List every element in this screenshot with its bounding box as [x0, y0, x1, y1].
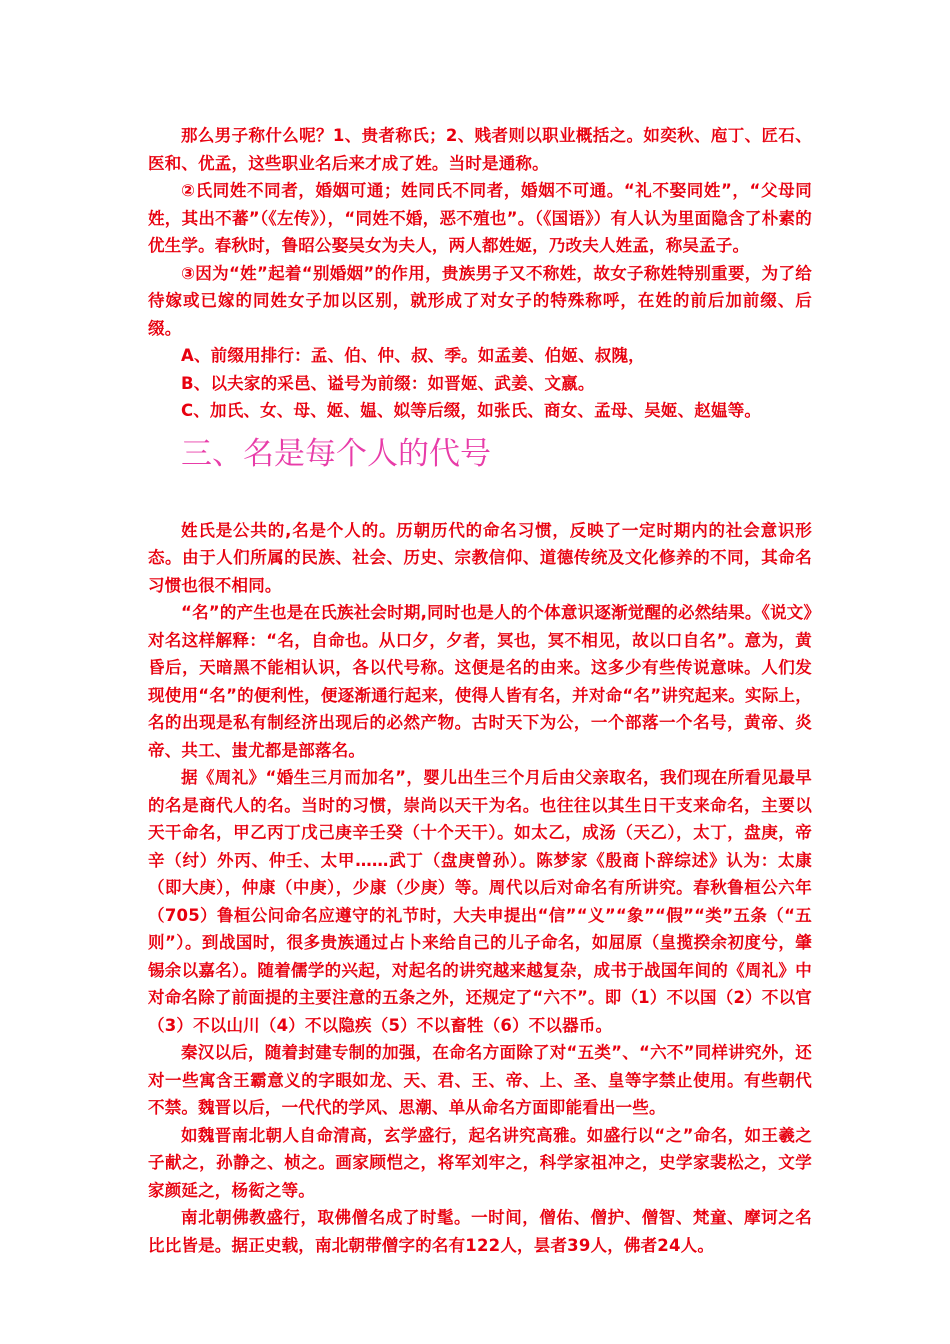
- section-body: [148, 517, 812, 1260]
- paragraph-wei-jin: 如魏晋南北朝人自命清高，玄学盛行，起名讲究高雅。如盛行以“之”命名，如王羲之子献之，孙静之、桢之。画家顾恺之，将军刘牢之，科学家祖冲之，史学家裴松之，文学家颜延之，杨衒之等。: [148, 1125, 812, 1200]
- paragraph-male-titles: 那么男子称什么呢？1、贵者称氏；2、贱者则以职业概括之。如奕秋、庖丁、匠石、医和、优孟，这些职业名后来才成了姓。当时是通称。: [148, 126, 812, 173]
- paragraph-marriage-rules: ②氏同姓不同者，婚姻可通；姓同氏不同者，婚姻不可通。“礼不娶同姓”，“父母同姓，其出不蕃”（《左传》），“同姓不婚，恶不殖也”。（《国语》）有人认为里面隐含了朴素的优生学。春秋时，鲁昭公娶吴女为夫人，两人都姓姬，乃改夫人姓孟，称吴孟子。: [148, 181, 812, 255]
- section-heading: 三、名是每个人的代号: [181, 435, 491, 472]
- paragraph-female-naming: ③因为“姓”起着“别婚姻”的作用，贵族男子又不称姓，故女子称姓特别重要，为了给待嫁或已嫁的同姓女子加以区别，就形成了对女子的特殊称呼，在姓的前后加前缀、后缀。: [148, 263, 812, 338]
- paragraph-qin-han: 秦汉以后，随着封建专制的加强，在命名方面除了对“五类”、“六不”同样讲究外，还对一些寓含王霸意义的字眼如龙、天、君、王、帝、上、圣、皇等字禁止使用。有些朝代不禁。魏晋以后，一代代的学风、思潮、单从命名方面即能看出一些。: [148, 1043, 812, 1117]
- paragraph-prefix-fief: B、以夫家的采邑、谥号为前缀：如晋姬、武姜、文嬴。: [181, 373, 595, 393]
- document-page: [148, 122, 812, 1259]
- paragraph-prefix-rank: A、前缀用排行：孟、伯、仲、叔、季。如孟姜、伯姬、叔隗，: [181, 346, 645, 365]
- paragraph-buddhism: 南北朝佛教盛行，取佛僧名成了时髦。一时间，僧佑、僧护、僧智、梵童、摩诃之名比比皆是。据正史载，南北朝带僧字的名有122人，昙者39人，佛者24人。: [148, 1208, 812, 1255]
- paragraph-suffixes: C、加氏、女、母、姬、媪、姒等后缀，如张氏、商女、孟母、吴姬、赵媪等。: [181, 401, 762, 420]
- paragraph-zhouli: 据《周礼》“婚生三月而加名”，婴儿出生三个月后由父亲取名，我们现在所看见最早的名是商代人的名。当时的习惯，崇尚以天干为名。也往往以其生日干支来命名，主要以天干命名，甲乙丙丁戊己庚辛壬癸（十个天干）。如太乙，成汤（天乙），太丁，盘庚，帝辛（纣）外丙、仲壬、太甲……武丁（盘庚曾孙）。陈梦家《殷商卜辞综述》认为：太康（即大庚），仲康（中庚），少康（少庚）等。周代以后对命名有所讲究。春秋鲁桓公六年（705）鲁桓公问命名应遵守的礼节时，大夫申提出“信”“义”“象”“假”“类”五条（“五则”）。到战国时，很多贵族通过占卜来给自己的儿子命名，如屈原（皇揽揆余初度兮，肇锡余以嘉名）。随着儒学的兴起，对起名的讲究越来越复杂，成书于战国年间的《周礼》中对命名除了前面提的主要注意的五条之外，还规定了“六不”。即（1）不以国（2）不以官（3）不以山川（4）不以隐疾（5）不以畜牲（6）不以器币。: [148, 768, 812, 1035]
- paragraph-name-origin: “名”的产生也是在氏族社会时期,同时也是人的个体意识逐渐觉醒的必然结果。《说文》对名这样解释：“名，自命也。从口夕，夕者，冥也，冥不相见，故以口自名”。意为，黄昏后，天暗黑不能相认识，各以代号称。这便是名的由来。这多少有些传说意味。人们发现使用“名”的便利性，便逐渐通行起来，使得人皆有名，并对命“名”讲究起来。实际上，名的出现是私有制经济出现后的必然产物。古时天下为公，一个部落一个名号，黄帝、炎帝、共工、蚩尤都是部落名。: [148, 603, 812, 760]
- paragraph-name-intro: 姓氏是公共的,名是个人的。历朝历代的命名习惯，反映了一定时期内的社会意识形态。由于人们所属的民族、社会、历史、宗教信仰、道德传统及文化修养的不同，其命名习惯也很不相同。: [148, 520, 812, 595]
